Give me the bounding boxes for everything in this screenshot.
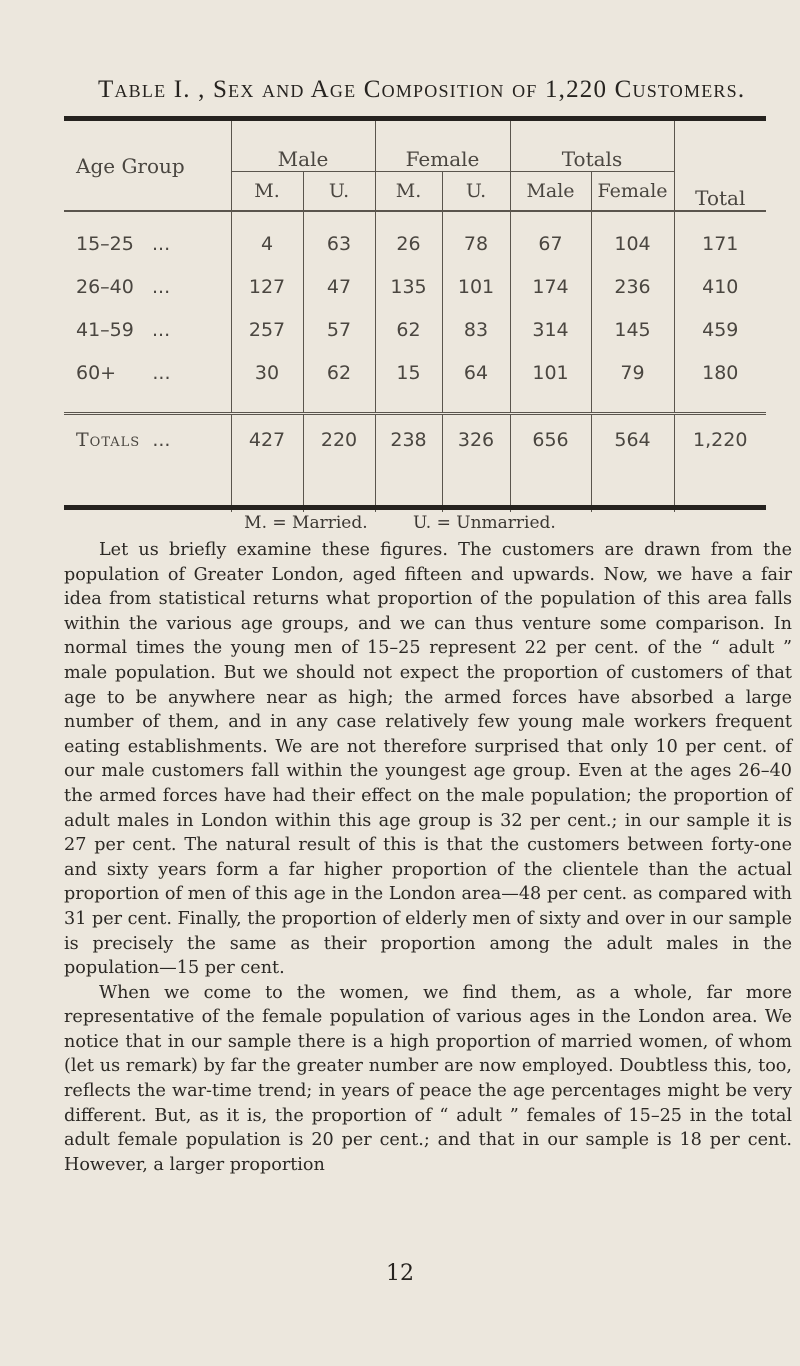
legend-unmarried: U. = Unmarried. xyxy=(413,513,556,533)
age-group-header: Age Group xyxy=(76,153,185,178)
female-married-header: M. xyxy=(375,172,442,211)
male-married-header: M. xyxy=(231,172,303,211)
totals-male-cell: 101 xyxy=(510,351,591,414)
table-row xyxy=(64,211,766,265)
table-legend xyxy=(0,513,800,533)
male-unmarried-header: U. xyxy=(303,172,375,211)
totals-group-header: Totals xyxy=(510,121,674,172)
age-cell xyxy=(64,211,231,265)
table-bottom-rule xyxy=(64,505,766,510)
total-cell: 180 xyxy=(674,351,766,414)
totals-male-cell: 67 xyxy=(510,211,591,265)
totals-female-cell: 236 xyxy=(591,265,674,308)
totals-row xyxy=(64,414,766,513)
grand-total: 1,220 xyxy=(674,414,766,513)
female-married-cell: 15 xyxy=(375,351,442,414)
totals-male-cell: 174 xyxy=(510,265,591,308)
male-married-cell: 257 xyxy=(231,308,303,351)
table-row xyxy=(64,265,766,308)
male-unmarried-cell: 47 xyxy=(303,265,375,308)
female-unmarried-cell: 101 xyxy=(442,265,510,308)
female-married-cell: 26 xyxy=(375,211,442,265)
female-group-header: Female xyxy=(375,121,510,172)
female-unmarried-cell: 78 xyxy=(442,211,510,265)
female-married-cell: 62 xyxy=(375,308,442,351)
leader-dots: ... xyxy=(151,275,171,298)
table-row xyxy=(64,308,766,351)
totals-male-header: Male xyxy=(510,172,591,211)
total-cell: 410 xyxy=(674,265,766,308)
age-label: 41–59 xyxy=(76,318,134,341)
female-unmarried-cell: 83 xyxy=(442,308,510,351)
totals-female-cell: 145 xyxy=(591,308,674,351)
paragraph: When we come to the women, we find them, as a whole, far more representative of the female population of various ages in the London area. We notice that in our sample there is a high proportion of married women, of whom (let us remark) by far the greater number are now employed. Doubtless this, too, reflects the war-time trend; in years of peace the age percentages might be very different. But, as it is, the proportion of “ adult ” females of 15–25 in the total adult female population is 20 per cent.; and that in our sample is 18 per cent. However, a larger proportion xyxy=(64,982,792,1175)
totals-male-cell: 314 xyxy=(510,308,591,351)
leader-dots: ... xyxy=(151,318,171,341)
total-cell: 459 xyxy=(674,308,766,351)
female-unmarried-total: 326 xyxy=(442,414,510,513)
female-married-cell: 135 xyxy=(375,265,442,308)
age-label: 15–25 xyxy=(76,232,134,255)
age-label: 60+ xyxy=(76,361,117,384)
table-title: Table I. , Sex and Age Composition of 1,220 Customers. xyxy=(98,76,746,103)
male-married-total: 427 xyxy=(231,414,303,513)
leader-dots: ... xyxy=(152,429,171,451)
totals-label-cell xyxy=(64,414,231,513)
age-cell xyxy=(64,351,231,414)
totals-female-header: Female xyxy=(591,172,674,211)
male-unmarried-cell: 63 xyxy=(303,211,375,265)
table-row xyxy=(64,351,766,414)
male-group-header: Male xyxy=(231,121,375,172)
male-married-cell: 127 xyxy=(231,265,303,308)
total-cell: 171 xyxy=(674,211,766,265)
total-header: Total xyxy=(674,121,766,210)
leader-dots: ... xyxy=(152,361,171,384)
male-unmarried-cell: 62 xyxy=(303,351,375,414)
female-unmarried-cell: 64 xyxy=(442,351,510,414)
female-married-total: 238 xyxy=(375,414,442,513)
totals-female-cell: 79 xyxy=(591,351,674,414)
body-text xyxy=(64,538,792,1177)
male-married-cell: 4 xyxy=(231,211,303,265)
totals-male-total: 656 xyxy=(510,414,591,513)
male-unmarried-cell: 57 xyxy=(303,308,375,351)
male-married-cell: 30 xyxy=(231,351,303,414)
age-cell xyxy=(64,265,231,308)
page-number: 12 xyxy=(386,1261,414,1286)
male-unmarried-total: 220 xyxy=(303,414,375,513)
female-unmarried-header: U. xyxy=(442,172,510,211)
legend-married: M. = Married. xyxy=(244,513,368,533)
totals-female-cell: 104 xyxy=(591,211,674,265)
totals-female-total: 564 xyxy=(591,414,674,513)
paragraph: Let us briefly examine these figures. The customers are drawn from the population of Greater London, aged fifteen and upwards. Now, we have a fair idea from statistical returns what proportion of the population of this area falls within the various age groups, and we can thus venture some comparison. In normal times the young men of 15–25 represent 22 per cent. of the “ adult ” male population. But we should not expect the proportion of customers of that age to be anywhere near as high; the armed forces have absorbed a large number of them, and in any case relatively few young male workers frequent eating establishments. We are not therefore surprised that only 10 per cent. of our male customers fall within the youngest age group. Even at the ages 26–40 the armed forces have had their effect on the male population; the proportion of adult males in London within this age group is 32 per cent.; in our sample it is 27 per cent. The natural result of this is that the customers between forty-one and sixty years form a far higher proportion of the clientele than the actual proportion of men of this age in the London area—48 per cent. as compared with 31 per cent. Finally, the proportion of elderly men of sixty and over in our sample is precisely the same as their proportion among the adult males in the population—15 per cent. xyxy=(64,540,792,979)
totals-label: Totals xyxy=(76,429,141,451)
sex-age-table xyxy=(64,121,766,512)
age-cell xyxy=(64,308,231,351)
leader-dots: ... xyxy=(151,232,171,255)
age-label: 26–40 xyxy=(76,275,134,298)
